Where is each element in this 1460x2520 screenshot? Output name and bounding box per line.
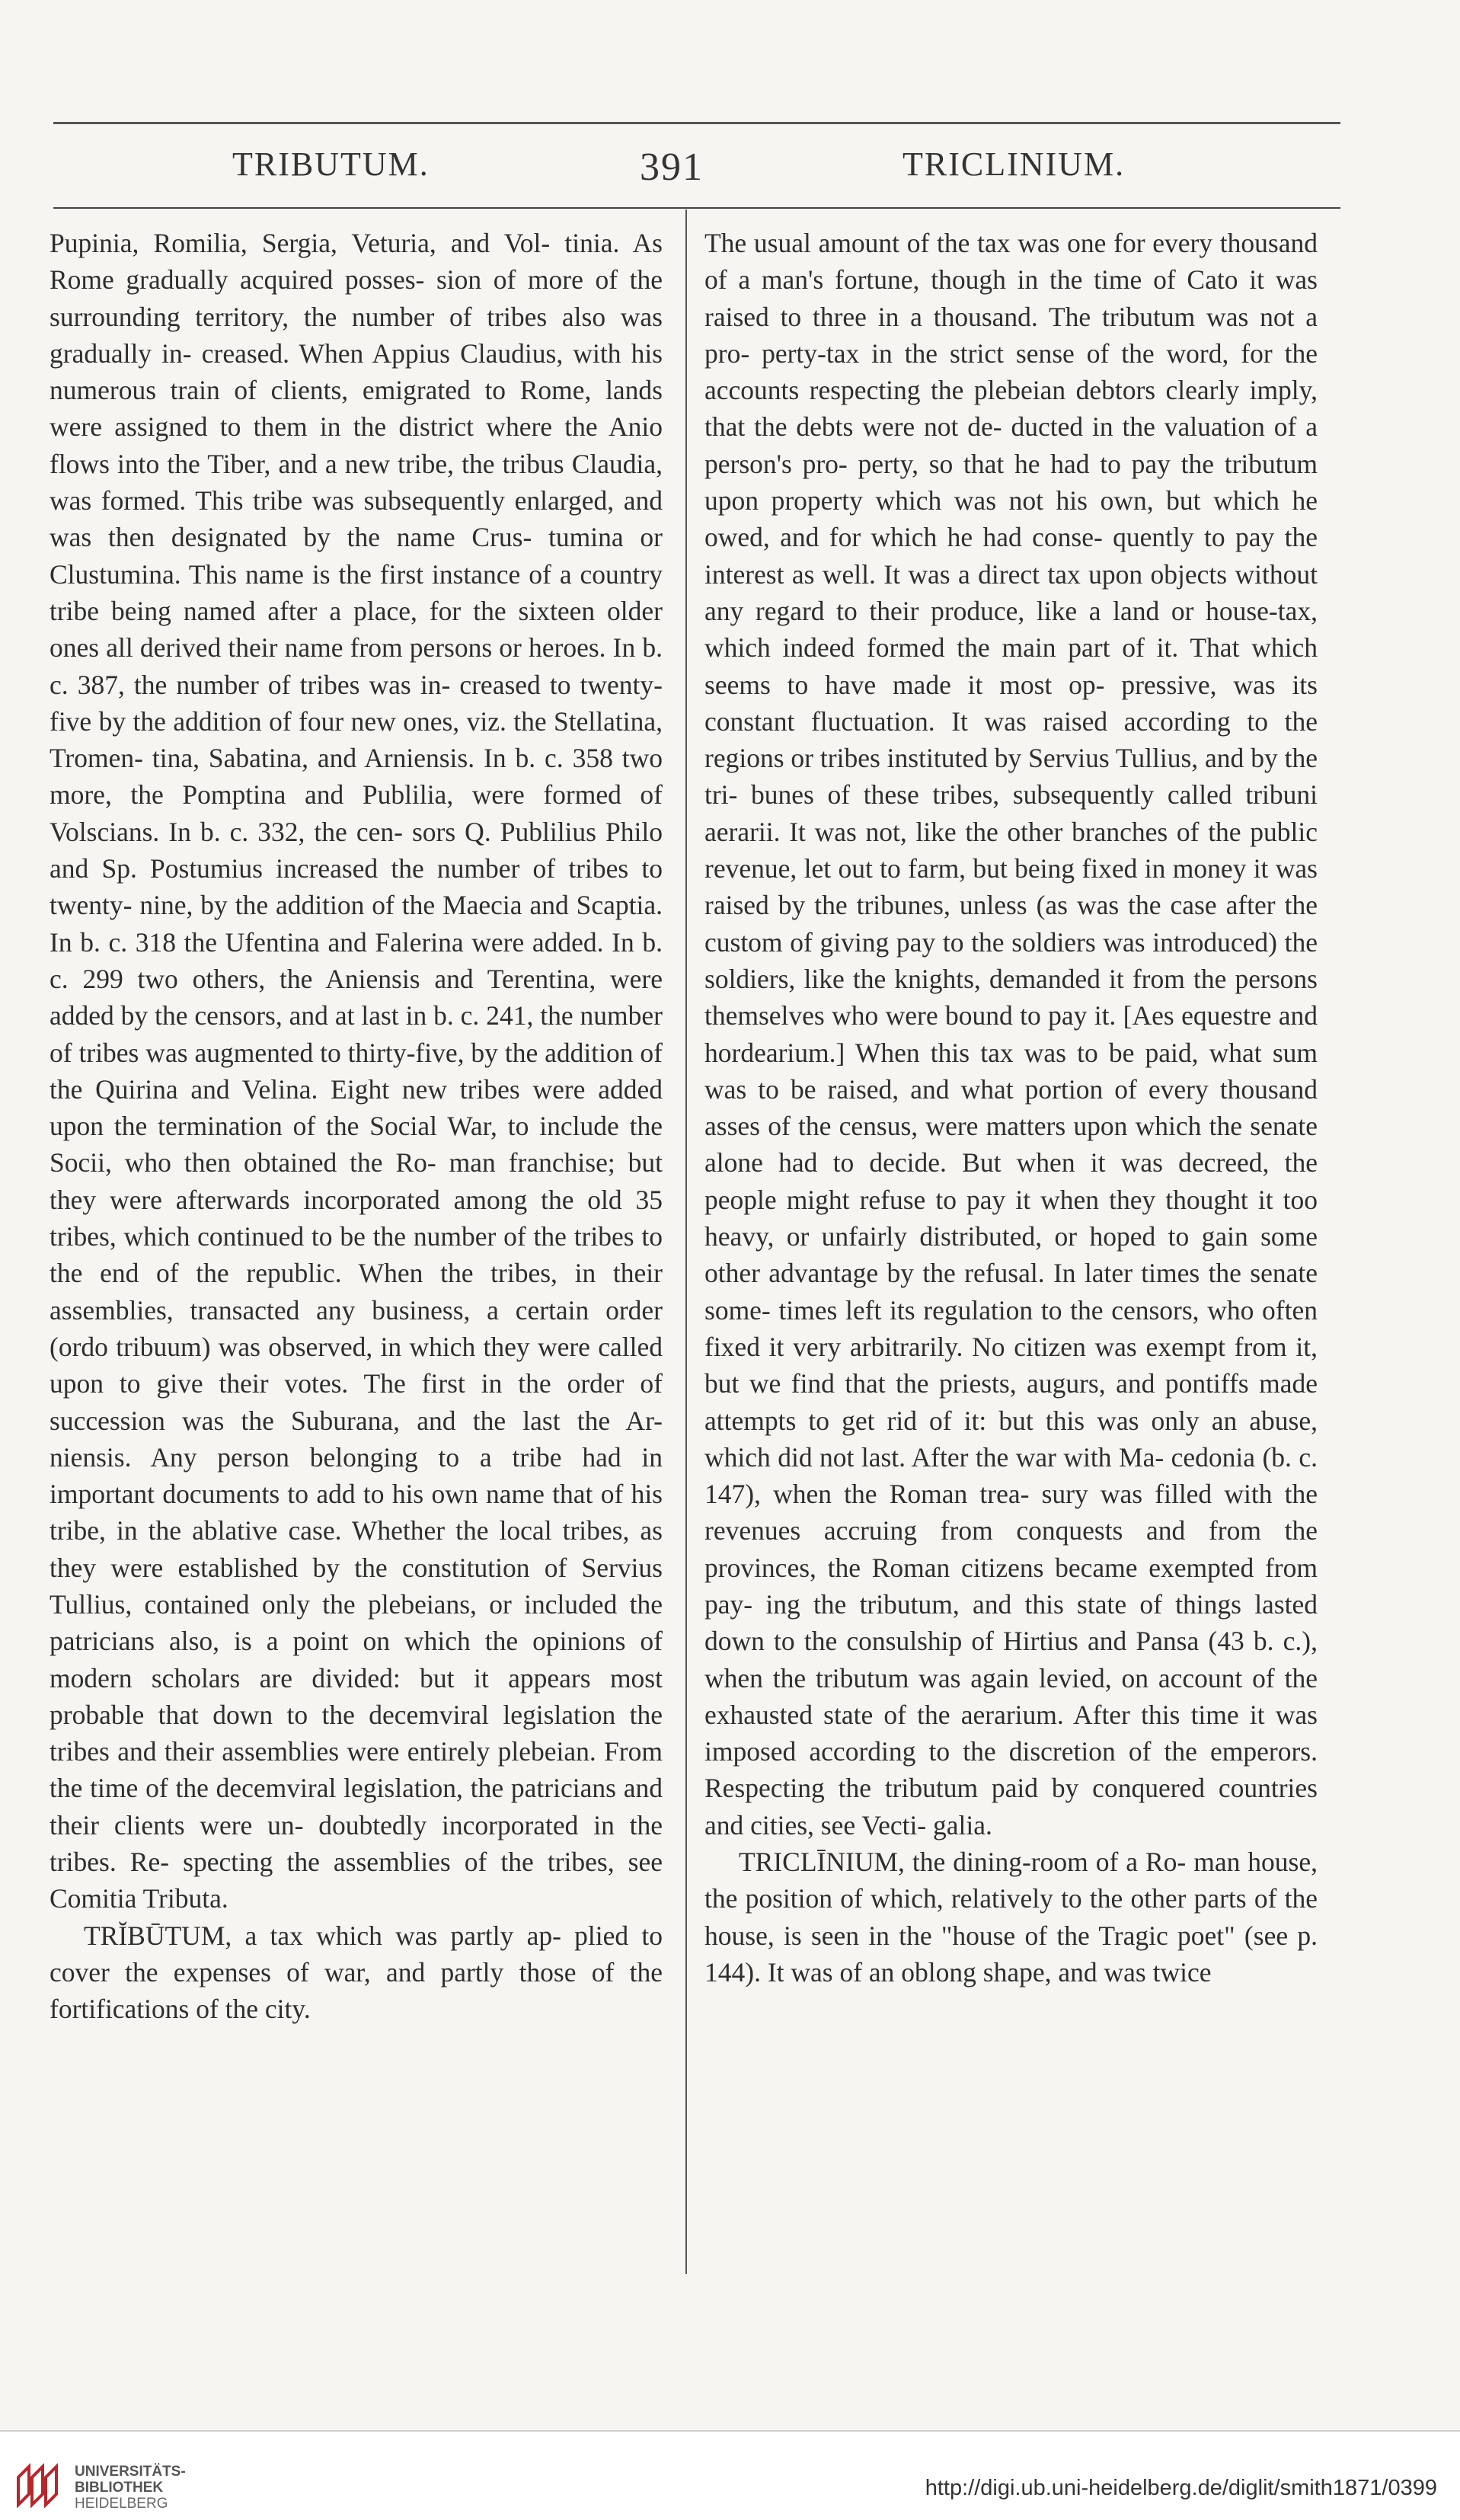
left-column xyxy=(50,225,663,2028)
header-rule xyxy=(53,207,1340,209)
page-number: 391 xyxy=(640,146,704,189)
column-divider xyxy=(685,209,687,2274)
paragraph-tributum-entry: TRĬBŪTUM, a tax which was partly ap- plied to cover the expenses of war, and partly those of the fortifications of the city. xyxy=(50,1920,663,2025)
library-name-line1: UNIVERSITÄTS- xyxy=(75,2464,186,2480)
library-name-line2: BIBLIOTHEK xyxy=(75,2480,164,2496)
right-column xyxy=(704,225,1318,1991)
header-left-title: TRIBUTUM. xyxy=(232,146,430,183)
paragraph-tributum-continued: The usual amount of the tax was one for every thousand of a man's fortune, though in the time of Cato it was raised to three in a thousand. The tributum was not a pro- perty-tax in the strict sense of the word, for the accounts respecting the plebeian debtors clearly imply, that the debts were not de- ducted in the valuation of a person's pro- perty, so that he had to pay the tributum upon property which was not his own, but which he owed, and for which he had conse- quently to pay the interest as well. It was a direct tax upon objects without any regard to their produce, like a land or house-tax, which indeed formed the main part of it. That which seems to have made it most op- pressive, was its constant fluctuation. It was raised according to the regions or tribes instituted by Servius Tullius, and by the tri- bunes of these tribes, subsequently called tribuni aerarii. It was not, like the other branches of the public revenue, let out to farm, but being fixed in money it was raised by the tribunes, unless (as was the case after the custom of giving pay to the soldiers was introduced) the soldiers, like the knights, demanded it from the persons themselves who were bound to pay it. [Aes equestre and hordearium.] When this tax was to be paid, what sum was to be raised, and what portion of every thousand asses of the census, were matters upon which the senate alone had to decide. But when it was decreed, the people might refuse to pay it when they thought it too heavy, or unfairly distributed, or hoped to gain some other advantage by the refusal. In later times the senate some- times left its regulation to the censors, who often fixed it very arbitrarily. No citizen was exempt from it, but we find that the priests, augurs, and pontiffs made attempts to get rid of it: but this was only an abuse, which did not last. After the war with Ma- cedonia (b. c. 147), when the Roman trea- sury was filled with the revenues accruing from conquests and from the provinces, the Roman citizens became exempted from pay- ing the tributum, and this state of things lasted down to the consulship of Hirtius and Pansa (43 b. c.), when the tributum was again levied, on account of the exhausted state of the aerarium. After this time it was imposed according to the discretion of the emperors. Respecting the tributum paid by conquered countries and cities, see Vecti- galia. xyxy=(704,228,1318,1840)
library-logo-icon xyxy=(15,2462,61,2508)
source-url-link[interactable]: http://digi.ub.uni-heidelberg.de/diglit/smith1871/0399 xyxy=(925,2476,1437,2500)
running-header xyxy=(0,145,1460,198)
footer-bar xyxy=(0,2432,1460,2520)
library-name-line3: HEIDELBERG xyxy=(75,2496,168,2512)
header-right-title: TRICLINIUM. xyxy=(903,146,1126,183)
top-rule xyxy=(53,122,1340,124)
library-name xyxy=(75,2464,186,2512)
paragraph-tribus-continued: Pupinia, Romilia, Sergia, Veturia, and Vol- tinia. As Rome gradually acquired posses- sion of more of the surrounding territory, the number of tribes also was gradually in- creased. When Appius Claudius, with his numerous train of clients, emigrated to Rome, lands were assigned to them in the district where the Anio flows into the Tiber, and a new tribe, the tribus Claudia, was formed. This tribe was subsequently enlarged, and was then designated by the name Crus- tumina or Clustumina. This name is the first instance of a country tribe being named after a place, for the sixteen older ones all derived their name from persons or heroes. In b. c. 387, the number of tribes was in- creased to twenty-five by the addition of four new ones, viz. the Stellatina, Tromen- tina, Sabatina, and Arniensis. In b. c. 358 two more, the Pomptina and Publilia, were formed of Volscians. In b. c. 332, the cen- sors Q. Publilius Philo and Sp. Postumius increased the number of tribes to twenty- nine, by the addition of the Maecia and Scaptia. In b. c. 318 the Ufentina and Falerina were added. In b. c. 299 two others, the Aniensis and Terentina, were added by the censors, and at last in b. c. 241, the number of tribes was augmented to thirty-five, by the addition of the Quirina and Velina. Eight new tribes were added upon the termination of the Social War, to include the Socii, who then obtained the Ro- man franchise; but they were afterwards incorporated among the old 35 tribes, which continued to be the number of the tribes to the end of the republic. When the tribes, in their assemblies, transacted any business, a certain order (ordo tribuum) was observed, in which they were called upon to give their votes. The first in the order of succession was the Suburana, and the last the Ar- niensis. Any person belonging to a tribe had in important documents to add to his own name that of his tribe, in the ablative case. Whether the local tribes, as they were established by the constitution of Servius Tullius, contained only the plebeians, or included the patricians also, is a point on which the opinions of modern scholars are divided: but it appears most probable that down to the decemviral legislation the tribes and their assemblies were entirely plebeian. From the time of the decemviral legislation, the patricians and their clients were un- doubtedly incorporated in the tribes. Re- specting the assemblies of the tribes, see Comitia Tributa. xyxy=(50,228,663,1914)
paragraph-triclinium-entry: TRICLĪNIUM, the dining-room of a Ro- man house, the position of which, relatively to the other parts of the house, is seen in the "house of the Tragic poet" (see p. 144). It was of an oblong shape, and was twice xyxy=(704,1847,1318,1988)
